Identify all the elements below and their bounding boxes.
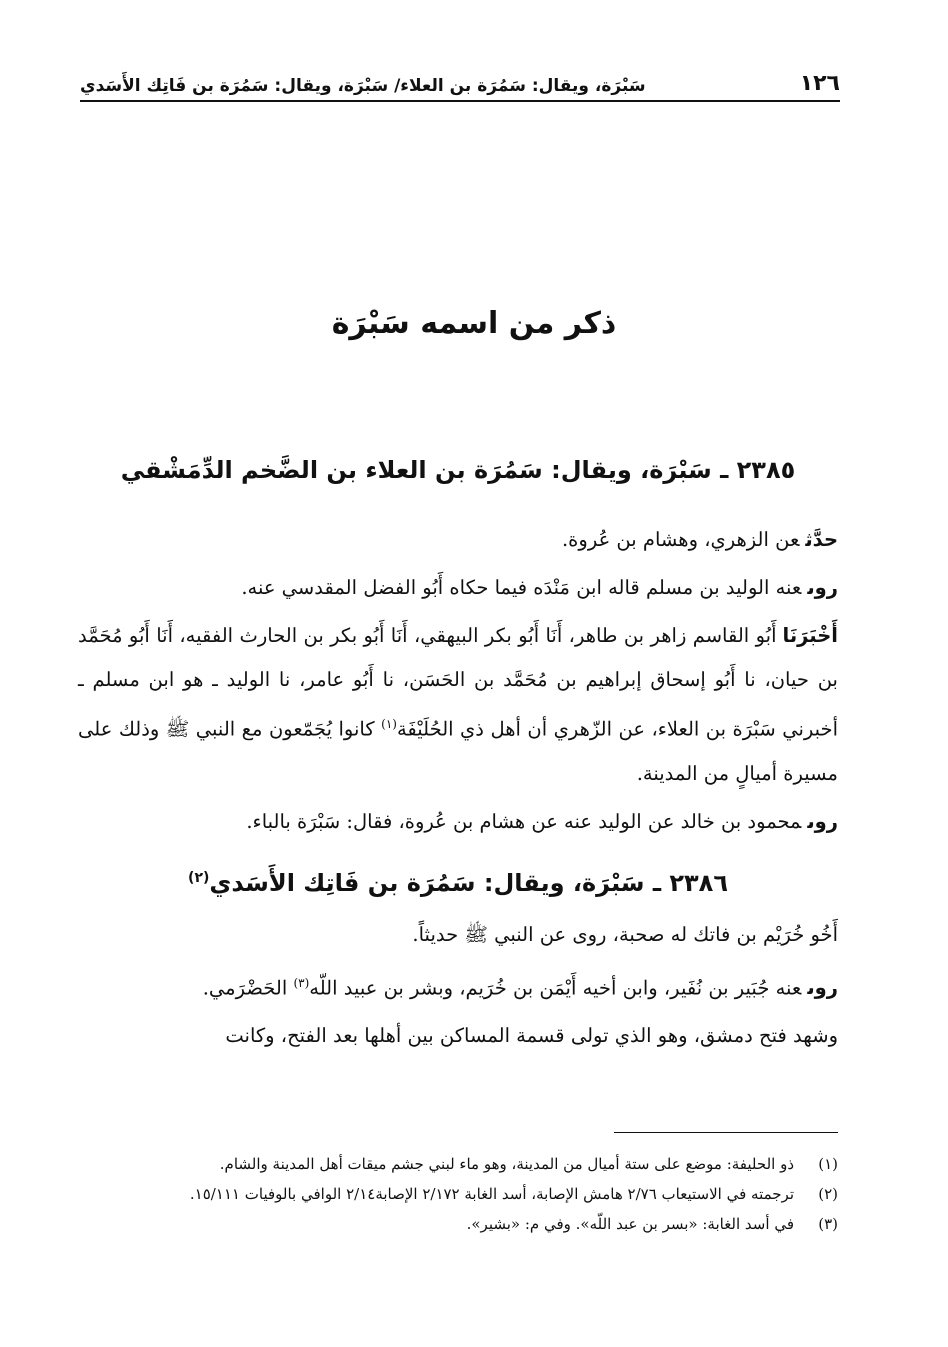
entry-heading-text: ٢٣٨٦ ـ سَبْرَة، ويقال: سَمُرَة بن فَاتِك الأَسَدي bbox=[209, 868, 728, 897]
entry-heading-text: ٢٣٨٥ ـ سَبْرَة، ويقال: سَمُرَة بن العلاء بن الضَّخم الدِّمَشْقي bbox=[120, 456, 796, 484]
paragraph-text: عنه جُبَير بن نُفَير، وابن أخيه أَيْمَن بن خُرَيم، وبشر بن عبيد اللّه bbox=[309, 976, 802, 999]
paragraph bbox=[78, 913, 838, 957]
paragraph-lead: أَخْبَرَنَا bbox=[782, 624, 838, 647]
footnote-2 bbox=[78, 1180, 838, 1208]
paragraph-text: أَخُو خُرَيْم بن فاتك له صحبة، روى عن النبي ﷺ حديثاً. bbox=[412, 922, 838, 946]
paragraph-lead: روى bbox=[807, 976, 838, 999]
paragraph-text: وشهد فتح دمشق، وهو الذي تولى قسمة المساكن بين أهلها بعد الفتح، وكانت bbox=[225, 1024, 838, 1047]
paragraph-text: عن الزهري، وهشام بن عُروة. bbox=[561, 528, 800, 551]
chapter-title: ذكر من اسمه سَبْرَة bbox=[331, 306, 617, 341]
paragraph bbox=[78, 518, 838, 562]
footnote-text: في أسد الغابة: «بسر بن عبد اللّه». وفي م: «بشير». bbox=[466, 1215, 794, 1233]
footnote-divider bbox=[614, 1132, 838, 1133]
footnote-text: ذو الحليفة: موضع على ستة أميال من المدينة، وهو ماء لبني جشم ميقات أهل المدينة والشام. bbox=[219, 1155, 794, 1173]
paragraph-text-continued: كانوا يُجَمّعون مع النبي ﷺ وذلك على مسيرة أميالٍ من المدينة. bbox=[78, 717, 838, 785]
paragraph-text: أَبُو القاسم زاهر بن طاهر، أَنَا أَبُو بكر البيهقي، أَنَا أَبُو بكر بن الحارث الفقيه، أَنَا أَبُو مُحَمَّد بن حيان، نا أَبُو إسحاق إبراهيم بن مُحَمَّد بن الحَسَن، نا أَبُو عامر، نا الوليد ـ هو ابن مسلم ـ أخبرني سَبْرَة بن العلاء، عن الزّهري أن أهل ذي الحُلَيْفَة bbox=[78, 624, 838, 741]
running-title: سَبْرَة، ويقال: سَمُرَة بن العلاء/ سَبْرَة، ويقال: سَمُرَة بن فَاتِك الأَسَدي bbox=[80, 76, 646, 96]
paragraph bbox=[78, 800, 838, 844]
paragraph bbox=[78, 614, 838, 796]
paragraph-lead: روى bbox=[807, 576, 838, 599]
paragraph bbox=[78, 961, 838, 1011]
footnote-number: (٢) bbox=[818, 1185, 838, 1203]
paragraph bbox=[78, 566, 838, 610]
entry-heading-2386 bbox=[78, 856, 838, 905]
paragraph-lead: روى bbox=[807, 809, 838, 833]
paragraph-text: عنه الوليد بن مسلم قاله ابن مَنْدَه فيما حكاه أَبُو الفضل المقدسي عنه. bbox=[241, 576, 802, 599]
page-number: ١٢٦ bbox=[799, 71, 840, 96]
paragraph-text-continued: الحَضْرَمي. bbox=[202, 976, 294, 999]
footnote-number: (٣) bbox=[818, 1215, 838, 1233]
paragraph bbox=[78, 1014, 838, 1058]
paragraph-text: محمود بن خالد عن الوليد عنه عن هشام بن عُروة، فقال: سَبْرَة بالباء. bbox=[246, 809, 802, 833]
footnote-number: (١) bbox=[818, 1155, 838, 1173]
main-text bbox=[78, 448, 838, 1062]
footnote-ref[interactable]: (١) bbox=[381, 717, 397, 731]
footnote-ref[interactable]: (٢) bbox=[188, 869, 210, 886]
footnote-text: ترجمته في الاستيعاب ٢/٧٦ هامش الإصابة، أسد الغابة ٢/١٧٢ الإصابة٢/١٤ الوافي بالوفيات ١٥/١١١. bbox=[189, 1185, 794, 1203]
footnote-ref[interactable]: (٣) bbox=[293, 975, 310, 990]
paragraph-lead: حدَّث bbox=[805, 528, 838, 551]
footnotes bbox=[78, 1150, 838, 1240]
entry-heading-2385 bbox=[78, 448, 838, 492]
running-head bbox=[80, 62, 840, 102]
footnote-3 bbox=[78, 1210, 838, 1238]
footnote-1 bbox=[78, 1150, 838, 1178]
